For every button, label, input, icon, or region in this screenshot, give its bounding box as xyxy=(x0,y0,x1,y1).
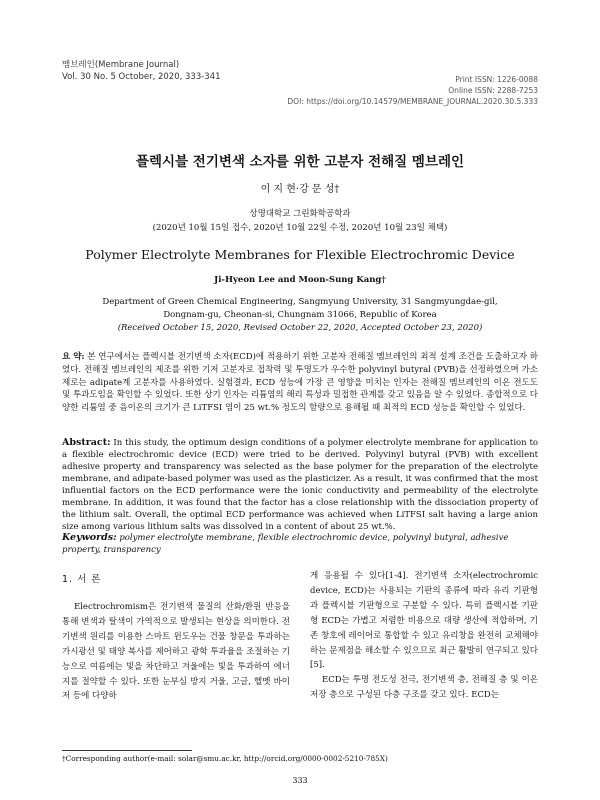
section-heading: 1. 서 론 xyxy=(62,574,102,585)
english-abstract xyxy=(62,437,538,533)
english-dates: (Received October 15, 2020, Revised October 22, 2020, Accepted October 23, 2020) xyxy=(117,323,483,333)
korean-abstract-text: 본 연구에서는 플렉시블 전기변색 소자(ECD)에 적용하기 위한 고분자 전해질 멤브레인의 최적 설계 조건을 도출하고자 하였다. 전해질 멤브레인의 제조를 위한 기저 고분자로 접착력 및 투명도가 우수한 polyvinyl butyral (PVB)을 선정하였으며 가소제로는 adipate계 고분자를 사용하였다. 실험결과, ECD 성능에 가장 큰 영향을 미치는 인자는 전해질 멤브레인의 이온 전도도 및 투과도임을 확인할 수 있었다. 또한 상기 인자는 리튬염의 해리 특성과 밀접한 관계를 갖고 있음을 알 수 있었다. 종합적으로 다양한 리튬염 중 음이온의 크기가 큰 LiTFSI 염이 25 wt.% 정도의 함량으로 용해될 때 최적의 ECD 성능을 확인할 수 있었다. xyxy=(62,352,538,414)
keywords xyxy=(62,532,538,556)
journal-name: 멤브레인(Membrane Journal) xyxy=(62,60,180,70)
online-issn: Online ISSN: 2288-7253 xyxy=(448,86,538,95)
footnote: †Corresponding author(e-mail: solar@smu.ac.kr, http://orcid.org/0000-0002-5210-785X) xyxy=(62,754,388,763)
keywords-lead: Keywords: xyxy=(62,532,117,543)
korean-dates: (2020년 10월 15일 접수, 2020년 10월 22일 수정, 2020년 10월 23일 채택) xyxy=(152,223,448,233)
korean-abstract xyxy=(62,351,538,415)
journal-volume: Vol. 30 No. 5 October, 2020, 333-341 xyxy=(62,72,221,82)
keywords-text: polymer electrolyte membrane, flexible electrochromic device, polyvinyl butyral, adhesive property, transparency xyxy=(62,533,509,555)
english-abstract-text: In this study, the optimum design conditions of a polymer electrolyte membrane for application to a flexible electrochromic device (ECD) were tried to be derived. Polyvinyl butyral (PVB) with excellent adhesive property and transparency was selected as the base polymer for the preparation of the electrolyte membrane, and adipate-based polymer was used as the plasticizer. As a result, it was confirmed that the most influential factors on the ECD performance were the ionic conductivity and permeability of the electrolyte membrane. In addition, it was found that the factor has a close relationship with the dissociation property of the lithium salt. Overall, the optimal ECD performance was achieved when LiTFSI salt having a large anion size among various lithium salts was dissolved in a content of about 25 wt.%. xyxy=(62,438,538,532)
english-affiliation: Department of Green Chemical Engineering, Sangmyung University, 31 Sangmyungdae-gil, Dongnam-gu, Cheonan-si, Chungnam 31066, Republic of Korea xyxy=(102,297,498,320)
footnote-rule xyxy=(62,750,192,751)
body-left-column xyxy=(62,600,290,704)
korean-title: 플렉시블 전기변색 소자를 위한 고분자 전해질 멤브레인 xyxy=(135,154,465,170)
page-number: 333 xyxy=(292,776,308,785)
korean-affiliation: 상명대학교 그린화학공학과 xyxy=(249,209,351,219)
body-right-column xyxy=(310,569,538,703)
print-issn: Print ISSN: 1226-0088 xyxy=(455,75,538,84)
korean-authors: 이 지 현·강 문 성† xyxy=(260,184,340,195)
body-paragraph: 게 응용될 수 있다[1-4]. 전기변색 소자(electrochromic device, ECD)는 사용되는 기판의 종류에 따라 유리 기판형과 플렉시블 기판형으로 구분할 수 있다. 특히 플렉시블 기판형 ECD는 가볍고 저렴한 비용으로 대량 생산에 적합하며, 기존 창호에 레이어로 통합할 수 있고 유리창을 완전히 교체해야 하는 문제점을 해소할 수 있으므로 최근 활발히 연구되고 있다[5]. xyxy=(310,571,538,671)
doi-link[interactable]: DOI: https://doi.org/10.14579/MEMBRANE_JOURNAL.2020.30.5.333 xyxy=(287,97,538,106)
body-paragraph: ECD는 투명 전도성 전극, 전기변색 층, 전해질 층 및 이온저장 층으로 구성된 다층 구조를 갖고 있다. ECD는 xyxy=(310,675,538,701)
body-paragraph: Electrochromism은 전기변색 물질의 산화/환원 반응을 통해 변색과 탈색이 가역적으로 발생되는 현상을 의미한다. 전기변색 원리를 이용한 스마트 윈도우는 건물 창문을 투과하는 가시광선 및 태양 복사를 제어하고 광학 투과율을 조절하는 기능으로 여름에는 빛을 차단하고 겨울에는 빛을 투과하여 에너지를 절약할 수 있다. 또한 눈부심 방지 거울, 고글, 헬멧 바이저 등에 다양하 xyxy=(62,602,290,702)
english-title: Polymer Electrolyte Membranes for Flexible Electrochromic Device xyxy=(85,247,515,262)
english-abstract-lead: Abstract: xyxy=(62,437,111,448)
korean-abstract-lead: 요 약: xyxy=(62,352,85,362)
english-authors: Ji-Hyeon Lee and Moon-Sung Kang† xyxy=(214,275,386,285)
